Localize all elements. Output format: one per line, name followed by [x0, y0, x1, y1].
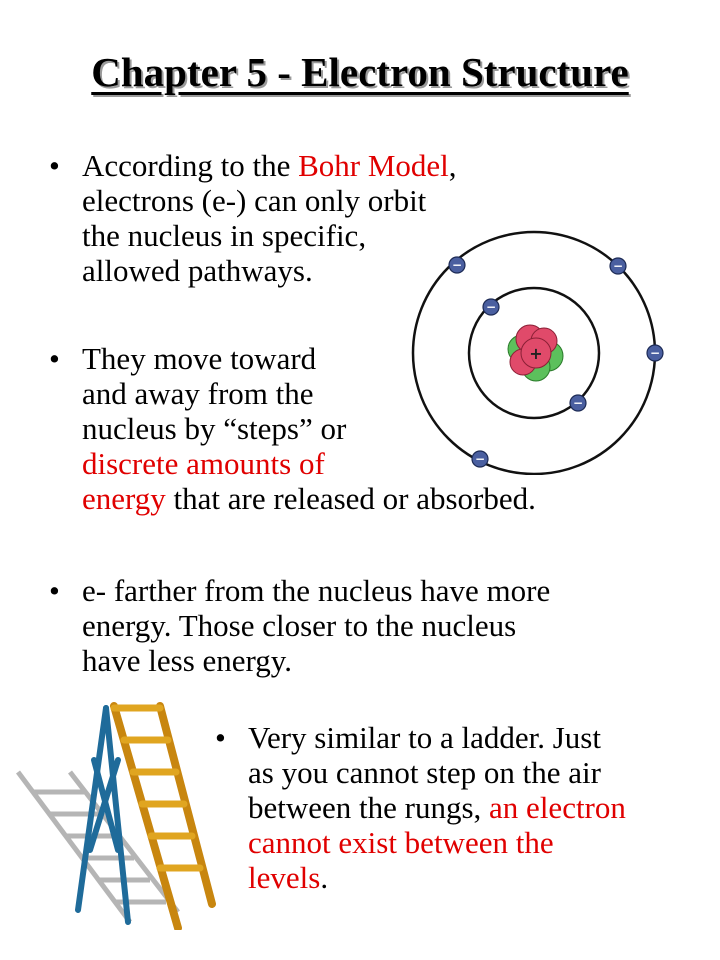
- bullet-text-line: allowed pathways.: [82, 253, 313, 288]
- electron-minus-sign: −: [474, 452, 486, 466]
- bullet-text-line: have less energy.: [82, 643, 293, 678]
- electron-icon: [483, 299, 499, 315]
- bullet-dot: •: [215, 720, 226, 755]
- bullet-text-line: electrons (e-) can only orbit: [82, 183, 427, 218]
- page-title: Chapter 5 - Electron Structure: [91, 49, 629, 95]
- electron-minus-sign: −: [451, 258, 463, 272]
- highlighted-term: Bohr Model: [298, 148, 449, 183]
- bullet-text-line: nucleus by “steps” or: [82, 411, 347, 446]
- electron-minus-sign: −: [649, 346, 661, 360]
- highlighted-term: cannot exist between the: [248, 825, 554, 860]
- electron-icon: [472, 451, 488, 467]
- electron-minus-sign: −: [612, 259, 624, 273]
- ladder-illustration: [10, 700, 225, 930]
- electron-icon: [449, 257, 465, 273]
- highlighted-term: levels: [248, 860, 321, 895]
- electron-icon: [647, 345, 663, 361]
- bullet-dot: •: [49, 148, 60, 183]
- bullet-text-line: levels.: [248, 860, 329, 895]
- bullet-text-line: energy that are released or absorbed.: [82, 481, 536, 516]
- bullet-text-line: as you cannot step on the air: [248, 755, 601, 790]
- bullet-text-line: e- farther from the nucleus have more: [82, 573, 551, 608]
- bullet-dot: •: [49, 341, 60, 376]
- bohr-atom-illustration: [400, 225, 675, 475]
- bullet-ladder-analogy: [215, 720, 626, 895]
- bullet-text-line: energy. Those closer to the nucleus: [82, 608, 517, 643]
- bullet-text-line: and away from the: [82, 376, 314, 411]
- nucleus: [508, 325, 563, 381]
- bullet-electron-energy: [49, 573, 551, 678]
- bullet-dot: •: [49, 573, 60, 608]
- bullet-text-line: the nucleus in specific,: [82, 218, 367, 253]
- bullet-text-line: between the rungs, an electron: [248, 790, 626, 825]
- electron-icon: [570, 395, 586, 411]
- bullet-text-line: Very similar to a ladder. Just: [248, 720, 601, 755]
- bullet-text-line: They move toward: [82, 341, 317, 376]
- highlighted-term: energy: [82, 481, 166, 516]
- bullet-text-line: [248, 825, 626, 860]
- bullet-text-line: According to the Bohr Model,: [82, 148, 457, 183]
- electron-minus-sign: −: [485, 300, 497, 314]
- highlighted-term: discrete amounts of: [82, 446, 325, 481]
- nucleus-plus-sign: +: [529, 344, 543, 363]
- electron-minus-sign: −: [572, 396, 584, 410]
- electron-icon: [610, 258, 626, 274]
- highlighted-term: an electron: [489, 790, 626, 825]
